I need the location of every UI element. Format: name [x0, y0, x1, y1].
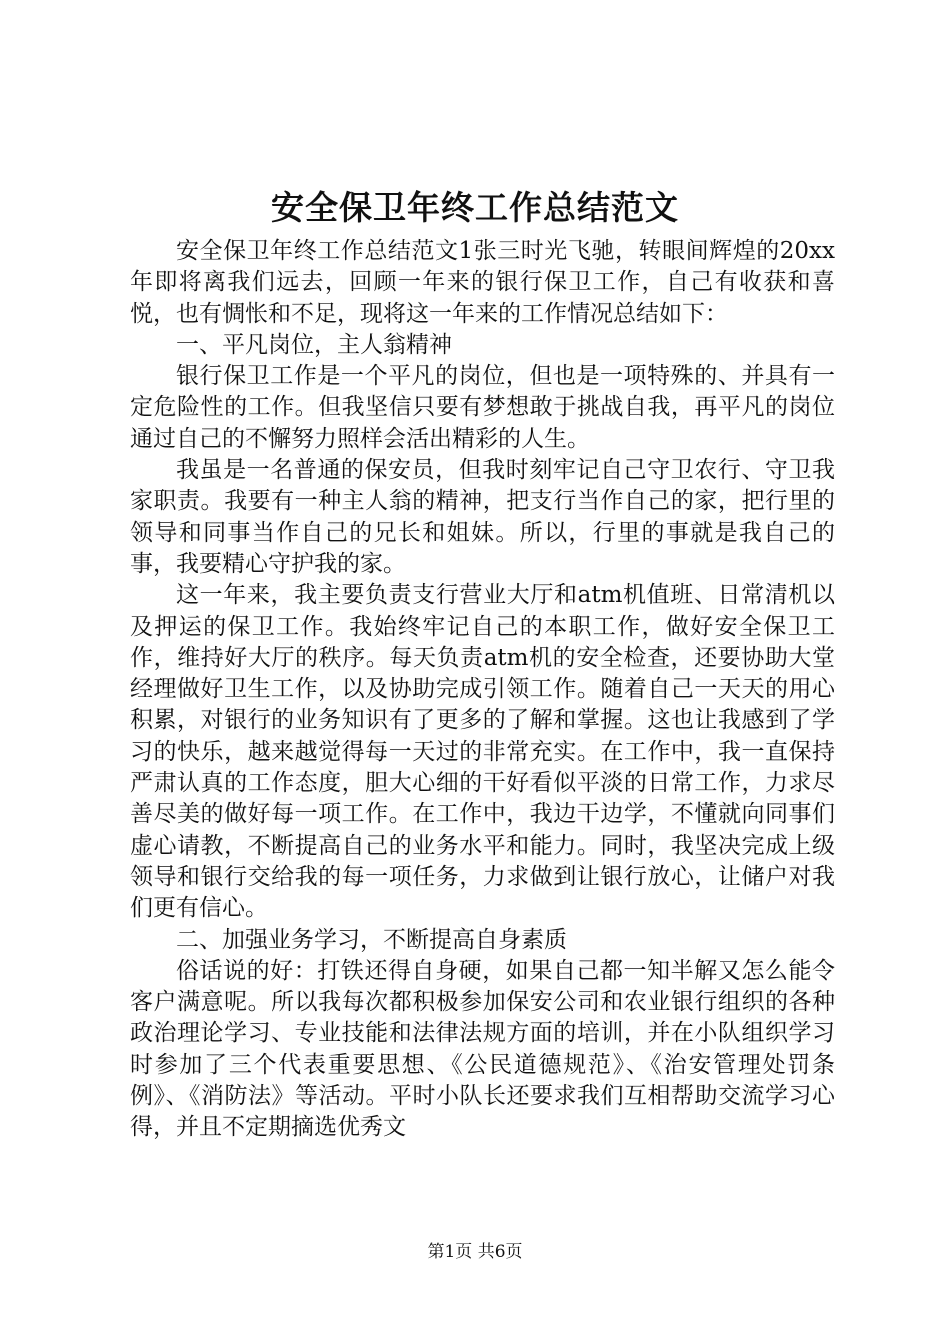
paragraph-4: 俗话说的好：打铁还得自身硬，如果自己都一知半解又怎么能令客户满意呢。所以我每次都积极参加保安公司和农业银行组织的各种政治理论学习、专业技能和法律法规方面的培训，并在小队组织学习时参加了三个代表重要思想、《公民道德规范》、《治安管理处罚条例》、《消防法》等活动。平时小队长还要求我们互相帮助交流学习心得，并且不定期摘选优秀文: [130, 957, 835, 1141]
paragraph-2: 我虽是一名普通的保安员，但我时刻牢记自己守卫农行、守卫我家职责。我要有一种主人翁的精神，把支行当作自己的家，把行里的领导和同事当作自己的兄长和姐妹。所以，行里的事就是我自己的事，我要精心守护我的家。: [130, 457, 835, 577]
section-heading-2: 二、加强业务学习，不断提高自身素质: [176, 926, 567, 953]
paragraph-3: 这一年来，我主要负责支行营业大厅和atm机值班、日常清机以及押运的保卫工作。我始终牢记自己的本职工作，做好安全保卫工作，维持好大厅的秩序。每天负责atm机的安全检查，还要协助大堂经理做好卫生工作，以及协助完成引领工作。随着自己一天天的用心积累，对银行的业务知识有了更多的了解和掌握。这也让我感到了学习的快乐，越来越觉得每一天过的非常充实。在工作中，我一直保持严肃认真的工作态度，胆大心细的干好看似平淡的日常工作，力求尽善尽美的做好每一项工作。在工作中，我边干边学，不懂就向同事们虚心请教，不断提高自己的业务水平和能力。同时，我坚决完成上级领导和银行交给我的每一项任务，力求做到让银行放心，让储户对我们更有信心。: [130, 582, 835, 922]
page-footer: 第1页 共6页: [427, 1242, 523, 1262]
document-title: 安全保卫年终工作总结范文: [271, 188, 679, 227]
document-body: [130, 236, 835, 1144]
paragraph-1: 银行保卫工作是一个平凡的岗位，但也是一项特殊的、并具有一定危险性的工作。但我坚信只要有梦想敢于挑战自我，再平凡的岗位通过自己的不懈努力照样会活出精彩的人生。: [130, 363, 835, 452]
section-heading-1: 一、平凡岗位，主人翁精神: [176, 331, 452, 358]
paragraph-intro: 安全保卫年终工作总结范文1张三时光飞驰，转眼间辉煌的20xx年即将离我们远去，回顾一年来的银行保卫工作，自己有收获和喜悦，也有惆怅和不足，现将这一年来的工作情况总结如下：: [130, 238, 835, 327]
